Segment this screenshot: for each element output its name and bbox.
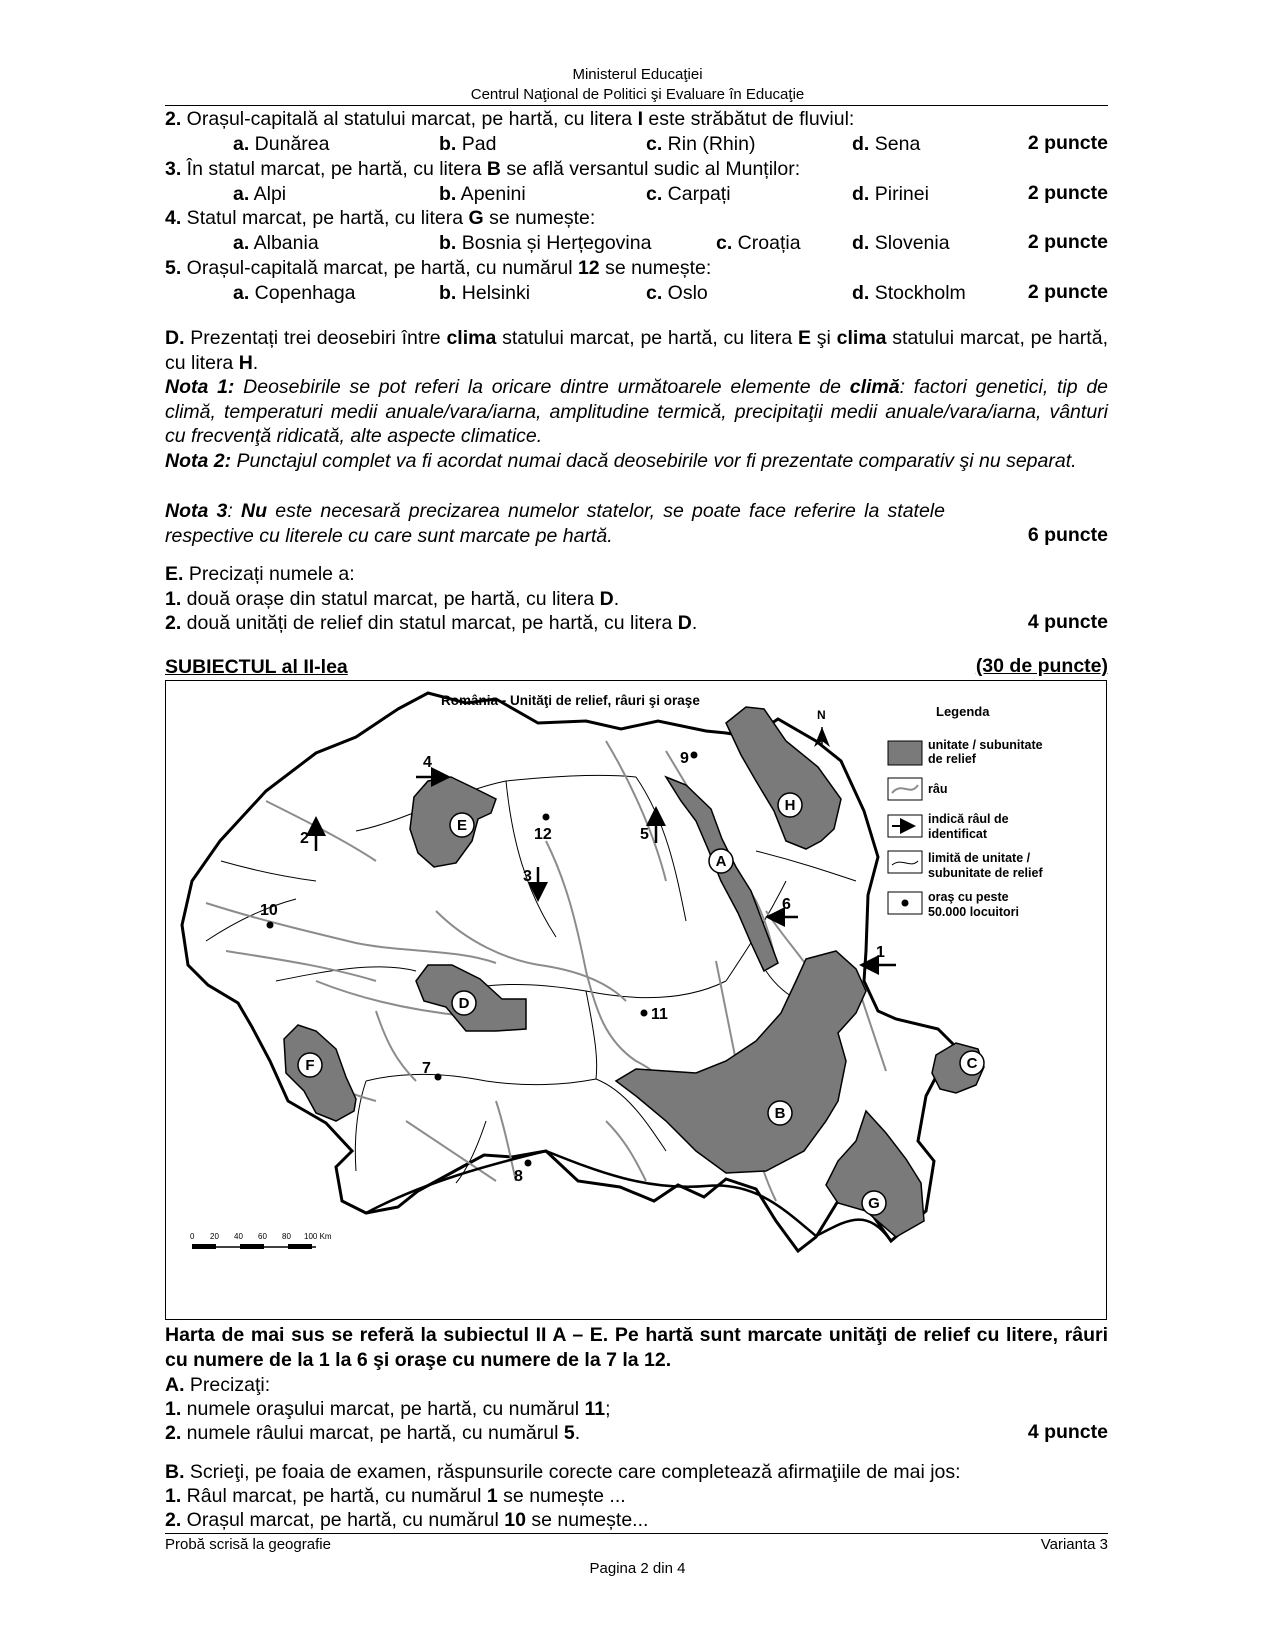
legend-river: râu xyxy=(928,782,948,796)
river-number-2: 2 xyxy=(300,830,309,847)
legend-title: Legenda xyxy=(936,704,990,719)
romania-map xyxy=(165,680,1107,1320)
unit-letter-E: E xyxy=(456,817,468,834)
section-a-item-1: 1. numele oraşului marcat, pe hartă, cu numărul 11; xyxy=(165,1398,611,1420)
section-d-nota1: Nota 1: Deosebirile se pot referi la oricare dintre următoarele elemente de climă: factori genetici, tip de climă, temperaturi medii anuale/vara/iarna, amplitudine termică, precipitaţii medii anuale/vara/iarna, vânturi cu frecvenţă ridicată, alte aspecte climatice. xyxy=(165,376,1109,447)
legend-city-line1: oraş cu peste xyxy=(928,890,1009,904)
section-e-points: 4 puncte xyxy=(1027,611,1108,633)
section-b-item-2: 2. Orașul marcat, pe hartă, cu numărul 10 se numește... xyxy=(165,1509,649,1531)
center-name: Centrul Naţional de Politici şi Evaluare în Educaţie xyxy=(470,86,805,103)
city-number-10: 10 xyxy=(260,902,278,919)
unit-letter-B: B xyxy=(774,1105,786,1122)
question-2: 2. Orașul-capitală al statului marcat, pe hartă, cu litera I este străbătut de fluviul: xyxy=(165,108,855,130)
section-e-item-2: 2. două unități de relief din statul marcat, pe hartă, cu litera D. xyxy=(165,612,698,634)
section-e-item-1: 1. două orașe din statul marcat, pe hartă, cu litera D. xyxy=(165,588,620,610)
city-dot-9 xyxy=(691,752,698,759)
legend-arrow-line2: identificat xyxy=(928,827,988,841)
north-label: N xyxy=(817,708,826,722)
river-number-6: 6 xyxy=(782,896,791,913)
q4-option-b: b. Bosnia și Herțegovina xyxy=(439,232,652,254)
unit-letter-C: C xyxy=(966,1055,978,1072)
q5-option-d: d. Stockholm xyxy=(852,282,966,304)
section-d-points: 6 puncte xyxy=(1027,524,1108,546)
q5-option-b: b. Helsinki xyxy=(439,282,531,304)
footer-left: Probă scrisă la geografie xyxy=(165,1536,331,1553)
ministry-name: Ministerul Educaţiei xyxy=(572,66,703,83)
q2-option-d: d. Sena xyxy=(852,133,921,155)
city-dot-10 xyxy=(267,922,274,929)
q5-option-a: a. Copenhaga xyxy=(233,282,356,304)
scale-label-80: 80 xyxy=(282,1232,291,1241)
city-number-11: 11 xyxy=(651,1006,668,1023)
page-number: Pagina 2 din 4 xyxy=(589,1560,686,1577)
section-b-item-1: 1. Râul marcat, pe hartă, cu numărul 1 se numește ... xyxy=(165,1485,626,1507)
river-number-1: 1 xyxy=(876,944,885,961)
question-5: 5. Orașul-capitală marcat, pe hartă, cu numărul 12 se numește: xyxy=(165,257,712,279)
footer-right: Varianta 3 xyxy=(1040,1536,1108,1553)
city-dot-8 xyxy=(525,1160,532,1167)
legend-boundary-line2: subunitate de relief xyxy=(928,866,1043,880)
unit-letter-F: F xyxy=(305,1057,315,1074)
city-number-12: 12 xyxy=(534,826,552,843)
section-e-intro: E. Precizați numele a: xyxy=(165,563,355,585)
unit-letter-D: D xyxy=(458,995,470,1012)
q4-option-c: c. Croația xyxy=(716,232,801,254)
city-dot-12 xyxy=(543,814,550,821)
unit-letter-H: H xyxy=(784,797,796,814)
q2-option-a: a. Dunărea xyxy=(233,133,330,155)
unit-letter-G: G xyxy=(868,1195,880,1212)
river-number-4: 4 xyxy=(423,754,432,771)
legend-relief-swatch xyxy=(888,741,922,765)
section-d-nota3: Nota 3: Nu este necesară precizarea numelor statelor, se poate face referire la statele respective cu literele cu care sunt marcate pe hartă. xyxy=(165,500,945,547)
q2-points: 2 puncte xyxy=(1027,132,1108,154)
subject-2-points: (30 de puncte) xyxy=(975,655,1108,677)
city-number-9: 9 xyxy=(680,750,689,767)
section-a-intro: A. Precizaţi: xyxy=(165,1374,271,1396)
scale-label-100: 100 Km xyxy=(304,1232,332,1241)
legend-relief-line2: de relief xyxy=(928,752,976,766)
unit-letter-A: A xyxy=(715,853,727,870)
q5-option-c: c. Oslo xyxy=(646,282,708,304)
city-dot-7 xyxy=(435,1074,442,1081)
map-title: România - Unităţi de relief, râuri şi oraşe xyxy=(441,693,700,708)
subject-2-title: SUBIECTUL al II-lea xyxy=(165,656,348,678)
header-rule xyxy=(165,105,1108,106)
section-b-intro: B. Scrieţi, pe foaia de examen, răspunsurile corecte care completează afirmaţiile de mai jos: xyxy=(165,1461,961,1483)
section-a-points: 4 puncte xyxy=(1027,1421,1108,1443)
q3-option-a: a. Alpi xyxy=(233,183,287,205)
q3-option-d: d. Pirinei xyxy=(852,183,929,205)
legend-boundary-line1: limită de unitate / xyxy=(928,851,1031,865)
scale-label-40: 40 xyxy=(234,1232,243,1241)
q4-points: 2 puncte xyxy=(1027,231,1108,253)
legend-city-line2: 50.000 locuitori xyxy=(928,905,1020,919)
legend-arrow-line1: indică râul de xyxy=(928,812,1009,826)
city-number-8: 8 xyxy=(514,1168,523,1185)
q2-option-b: b. Pad xyxy=(439,133,497,155)
q4-option-a: a. Albania xyxy=(233,232,319,254)
legend-relief-line1: unitate / subunitate xyxy=(928,738,1043,752)
section-d-prompt: D. Prezentați trei deosebiri între clima statului marcat, pe hartă, cu litera E şi clima statului marcat, pe hartă, cu litera H. xyxy=(165,327,1108,374)
q2-option-c: c. Rin (Rhin) xyxy=(646,133,756,155)
question-3: 3. În statul marcat, pe hartă, cu litera B se află versantul sudic al Munților: xyxy=(165,158,801,180)
q3-option-b: b. Apenini xyxy=(439,183,526,205)
question-4: 4. Statul marcat, pe hartă, cu litera G se numește: xyxy=(165,207,596,229)
footer-rule xyxy=(165,1533,1108,1534)
q3-points: 2 puncte xyxy=(1027,182,1108,204)
river-number-5: 5 xyxy=(640,826,649,843)
section-a-item-2: 2. numele râului marcat, pe hartă, cu numărul 5. xyxy=(165,1422,581,1444)
section-d-nota2: Nota 2: Punctajul complet va fi acordat numai dacă deosebirile vor fi prezentate comparativ şi nu separat. xyxy=(165,450,1077,472)
scale-label-60: 60 xyxy=(258,1232,267,1241)
city-dot-11 xyxy=(641,1010,648,1017)
q3-option-c: c. Carpați xyxy=(646,183,731,205)
scale-label-20: 20 xyxy=(210,1232,219,1241)
river-number-3: 3 xyxy=(523,868,532,885)
q4-option-d: d. Slovenia xyxy=(852,232,950,254)
north-arrow-icon xyxy=(814,727,830,747)
city-number-7: 7 xyxy=(422,1060,431,1077)
map-caption: Harta de mai sus se referă la subiectul II A – E. Pe hartă sunt marcate unităţi de relief cu litere, râuri cu numere de la 1 la 6 şi oraşe cu numere de la 7 la 12. xyxy=(165,1324,1108,1371)
map-scale-bar xyxy=(192,1244,316,1249)
q5-points: 2 puncte xyxy=(1027,281,1108,303)
scale-label-0: 0 xyxy=(190,1232,195,1241)
